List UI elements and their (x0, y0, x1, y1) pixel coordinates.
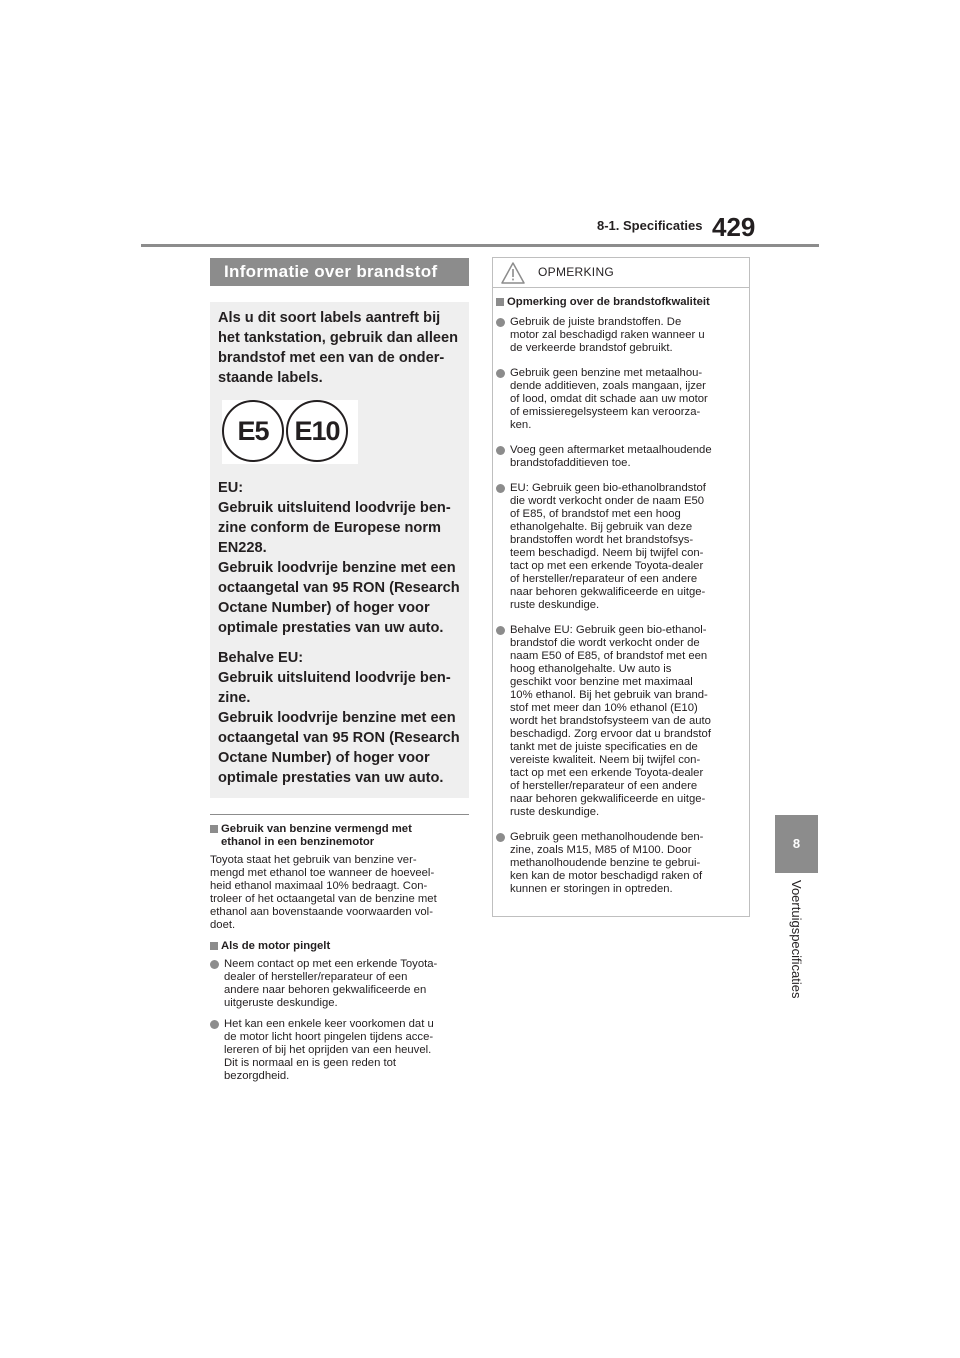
square-bullet-icon (210, 942, 218, 950)
eu-line: zine conform de Europese norm (218, 520, 441, 536)
ethanol-heading (210, 823, 469, 849)
bullet-line: de verkeerde brandstof gebruikt. (510, 342, 673, 354)
knock-heading (210, 940, 469, 953)
bullet-line: bezorgdheid. (224, 1070, 290, 1082)
round-bullet-icon (496, 446, 505, 455)
eu-line: octaangetal van 95 RON (Research (218, 580, 460, 596)
ethanol-text (210, 854, 469, 932)
list-item (496, 367, 743, 432)
bullet-line: wordt het brandstofsysteem van de auto (510, 715, 711, 727)
notice-heading (496, 296, 743, 309)
non-eu-line: Gebruik uitsluitend loodvrije ben- (218, 670, 451, 686)
bullet-line: ken. (510, 419, 532, 431)
bullet-line: of hersteller/reparateur of een andere (510, 780, 698, 792)
non-eu-line: optimale prestaties van uw auto. (218, 770, 444, 786)
round-bullet-icon (496, 626, 505, 635)
list-item (496, 316, 743, 355)
bullet-line: dende additieven, zoals mangaan, ijzer (510, 380, 706, 392)
notice-heading-text: Opmerking over de brandstofkwaliteit (507, 296, 710, 308)
knock-heading-text: Als de motor pingelt (221, 940, 331, 952)
list-item (496, 831, 743, 896)
list-item (496, 624, 743, 819)
bullet-line: naar behoren gekwalificeerde en uitge- (510, 793, 706, 805)
bullet-line: uitgeruste deskundige. (224, 997, 338, 1009)
round-bullet-icon (496, 484, 505, 493)
bullet-line: dealer of hersteller/reparateur of een (224, 971, 408, 983)
header-rule (141, 244, 819, 247)
round-bullet-icon (210, 1020, 219, 1029)
bullet-line: die wordt verkocht onder de naam E50 (510, 495, 705, 507)
eu-requirements (218, 478, 461, 638)
bullet-line: naam E50 of E85, of brandstof met een (510, 650, 708, 662)
bullet-line: 10% ethanol. Bij het gebruik van brand- (510, 689, 708, 701)
left-column (210, 258, 469, 1091)
header-section-title: 8-1. Specificaties (597, 218, 703, 233)
bullet-line: Gebruik geen benzine met metaalhou- (510, 367, 703, 379)
bullet-line: tact op met een erkende Toyota-dealer (510, 767, 704, 779)
bullet-line: tankt met de juiste specificaties en de (510, 741, 698, 753)
bullet-line: geschikt voor benzine met maximaal (510, 676, 693, 688)
list-item (496, 482, 743, 612)
bullet-line: tact op met een erkende Toyota-dealer (510, 560, 704, 572)
round-bullet-icon (496, 318, 505, 327)
bullet-line: teem beschadigd. Neem bij twijfel con- (510, 547, 704, 559)
ethanol-text-line: heid ethanol maximaal 10% bedraagt. Con- (210, 880, 428, 892)
bullet-line: naar behoren gekwalificeerde en uitge- (510, 586, 706, 598)
chapter-side-label (788, 880, 808, 1020)
intro-line: het tankstation, gebruik dan alleen (218, 330, 459, 346)
bullet-line: brandstoffen wordt het brandstofsys- (510, 534, 694, 546)
bullet-line: brandstof die wordt verkocht onder de (510, 637, 700, 649)
non-eu-line: zine. (218, 690, 251, 706)
eu-line: EN228. (218, 540, 267, 556)
bullet-line: of emissieregelsysteem kan veroorza- (510, 406, 701, 418)
bullet-line: ruste deskundige. (510, 806, 600, 818)
round-bullet-icon (496, 369, 505, 378)
non-eu-heading: Behalve EU: (218, 650, 304, 666)
bullet-line: Gebruik de juiste brandstoffen. De (510, 316, 682, 328)
ethanol-text-line: doet. (210, 919, 236, 931)
bullet-line: beschadigd. Zorg ervoor dat u brandstof (510, 728, 711, 740)
bullet-line: EU: Gebruik geen bio-ethanolbrandstof (510, 482, 706, 494)
bullet-line: de motor licht hoort pingelen tijdens acce- (224, 1031, 434, 1043)
notice-header (493, 258, 749, 288)
fuel-info-title: Informatie over brandstof (210, 258, 469, 286)
round-bullet-icon (210, 960, 219, 969)
eu-line: Octane Number) of hoger voor (218, 600, 430, 616)
intro-line: brandstof met een van de onder- (218, 350, 445, 366)
ethanol-text-line: troleer of het octaangetal van de benzine met (210, 893, 437, 905)
bullet-line: vereiste kwaliteit. Neem bij twijfel con- (510, 754, 701, 766)
non-eu-line: Gebruik loodvrije benzine met een (218, 710, 456, 726)
chapter-title: Voertuigspecificaties (789, 880, 804, 999)
notice-body (493, 288, 749, 896)
list-item (210, 958, 469, 1010)
fuel-label-e10: E10 (286, 400, 348, 462)
intro-line: staande labels. (218, 370, 323, 386)
fuel-labels (222, 400, 358, 464)
bullet-line: motor zal beschadigd raken wanneer u (510, 329, 705, 341)
list-item (496, 444, 743, 470)
square-bullet-icon (496, 298, 504, 306)
bullet-line: hoog ethanolgehalte. Uw auto is (510, 663, 672, 675)
bullet-line: lereren of bij het oprijden van een heuvel. (224, 1044, 432, 1056)
section-divider (210, 814, 469, 815)
bullet-line: of lood, omdat dit schade aan uw motor (510, 393, 708, 405)
eu-line: optimale prestaties van uw auto. (218, 620, 444, 636)
bullet-line: kunnen er storingen in optreden. (510, 883, 673, 895)
page-number: 429 (712, 212, 756, 242)
square-bullet-icon (210, 825, 218, 833)
bullet-line: Het kan een enkele keer voorkomen dat u (224, 1018, 434, 1030)
fuel-label-e5: E5 (222, 400, 284, 462)
non-eu-line: Octane Number) of hoger voor (218, 750, 430, 766)
bullet-line: Behalve EU: Gebruik geen bio-ethanol- (510, 624, 707, 636)
eu-line: Gebruik loodvrije benzine met een (218, 560, 456, 576)
ethanol-text-line: ethanol aan bovenstaande voorwaarden vol- (210, 906, 433, 918)
bullet-line: ruste deskundige. (510, 599, 600, 611)
bullet-line: of hersteller/reparateur of een andere (510, 573, 698, 585)
bullet-line: Neem contact op met een erkende Toyota- (224, 958, 438, 970)
bullet-line: andere naar behoren gekwalificeerde en (224, 984, 427, 996)
round-bullet-icon (496, 833, 505, 842)
bullet-line: ethanolgehalte. Bij gebruik van deze (510, 521, 693, 533)
eu-line: Gebruik uitsluitend loodvrije ben- (218, 500, 451, 516)
bullet-line: of E85, of brandstof met een hoog (510, 508, 681, 520)
eu-heading: EU: (218, 480, 244, 496)
bullet-line: zine, zoals M15, M85 of M100. Door (510, 844, 692, 856)
list-item (210, 1018, 469, 1083)
bullet-line: stof met meer dan 10% ethanol (E10) (510, 702, 698, 714)
fuel-info-box (210, 302, 469, 798)
ethanol-text-line: mengd met ethanol toe wanneer de hoeveel- (210, 867, 435, 879)
bullet-line: Dit is normaal en is geen reden tot (224, 1057, 397, 1069)
bullet-line: methanolhoudende benzine te gebrui- (510, 857, 701, 869)
notice-box (492, 257, 750, 917)
ethanol-heading-line: Gebruik van benzine vermengd met (221, 823, 412, 835)
fuel-info-intro (218, 308, 461, 388)
non-eu-requirements (218, 648, 461, 788)
notice-title: OPMERKING (538, 265, 615, 279)
bullet-line: brandstofadditieven toe. (510, 457, 631, 469)
intro-line: Als u dit soort labels aantreft bij (218, 310, 441, 326)
bullet-line: Voeg geen aftermarket metaalhoudende (510, 444, 712, 456)
ethanol-text-line: Toyota staat het gebruik van benzine ver- (210, 854, 417, 866)
bullet-line: ken kan de motor beschadigd raken of (510, 870, 703, 882)
warning-triangle-icon (500, 261, 526, 285)
ethanol-heading-line: ethanol in een benzinemotor (221, 836, 375, 848)
bullet-line: Gebruik geen methanolhoudende ben- (510, 831, 704, 843)
chapter-tab: 8 (775, 815, 818, 873)
non-eu-line: octaangetal van 95 RON (Research (218, 730, 460, 746)
